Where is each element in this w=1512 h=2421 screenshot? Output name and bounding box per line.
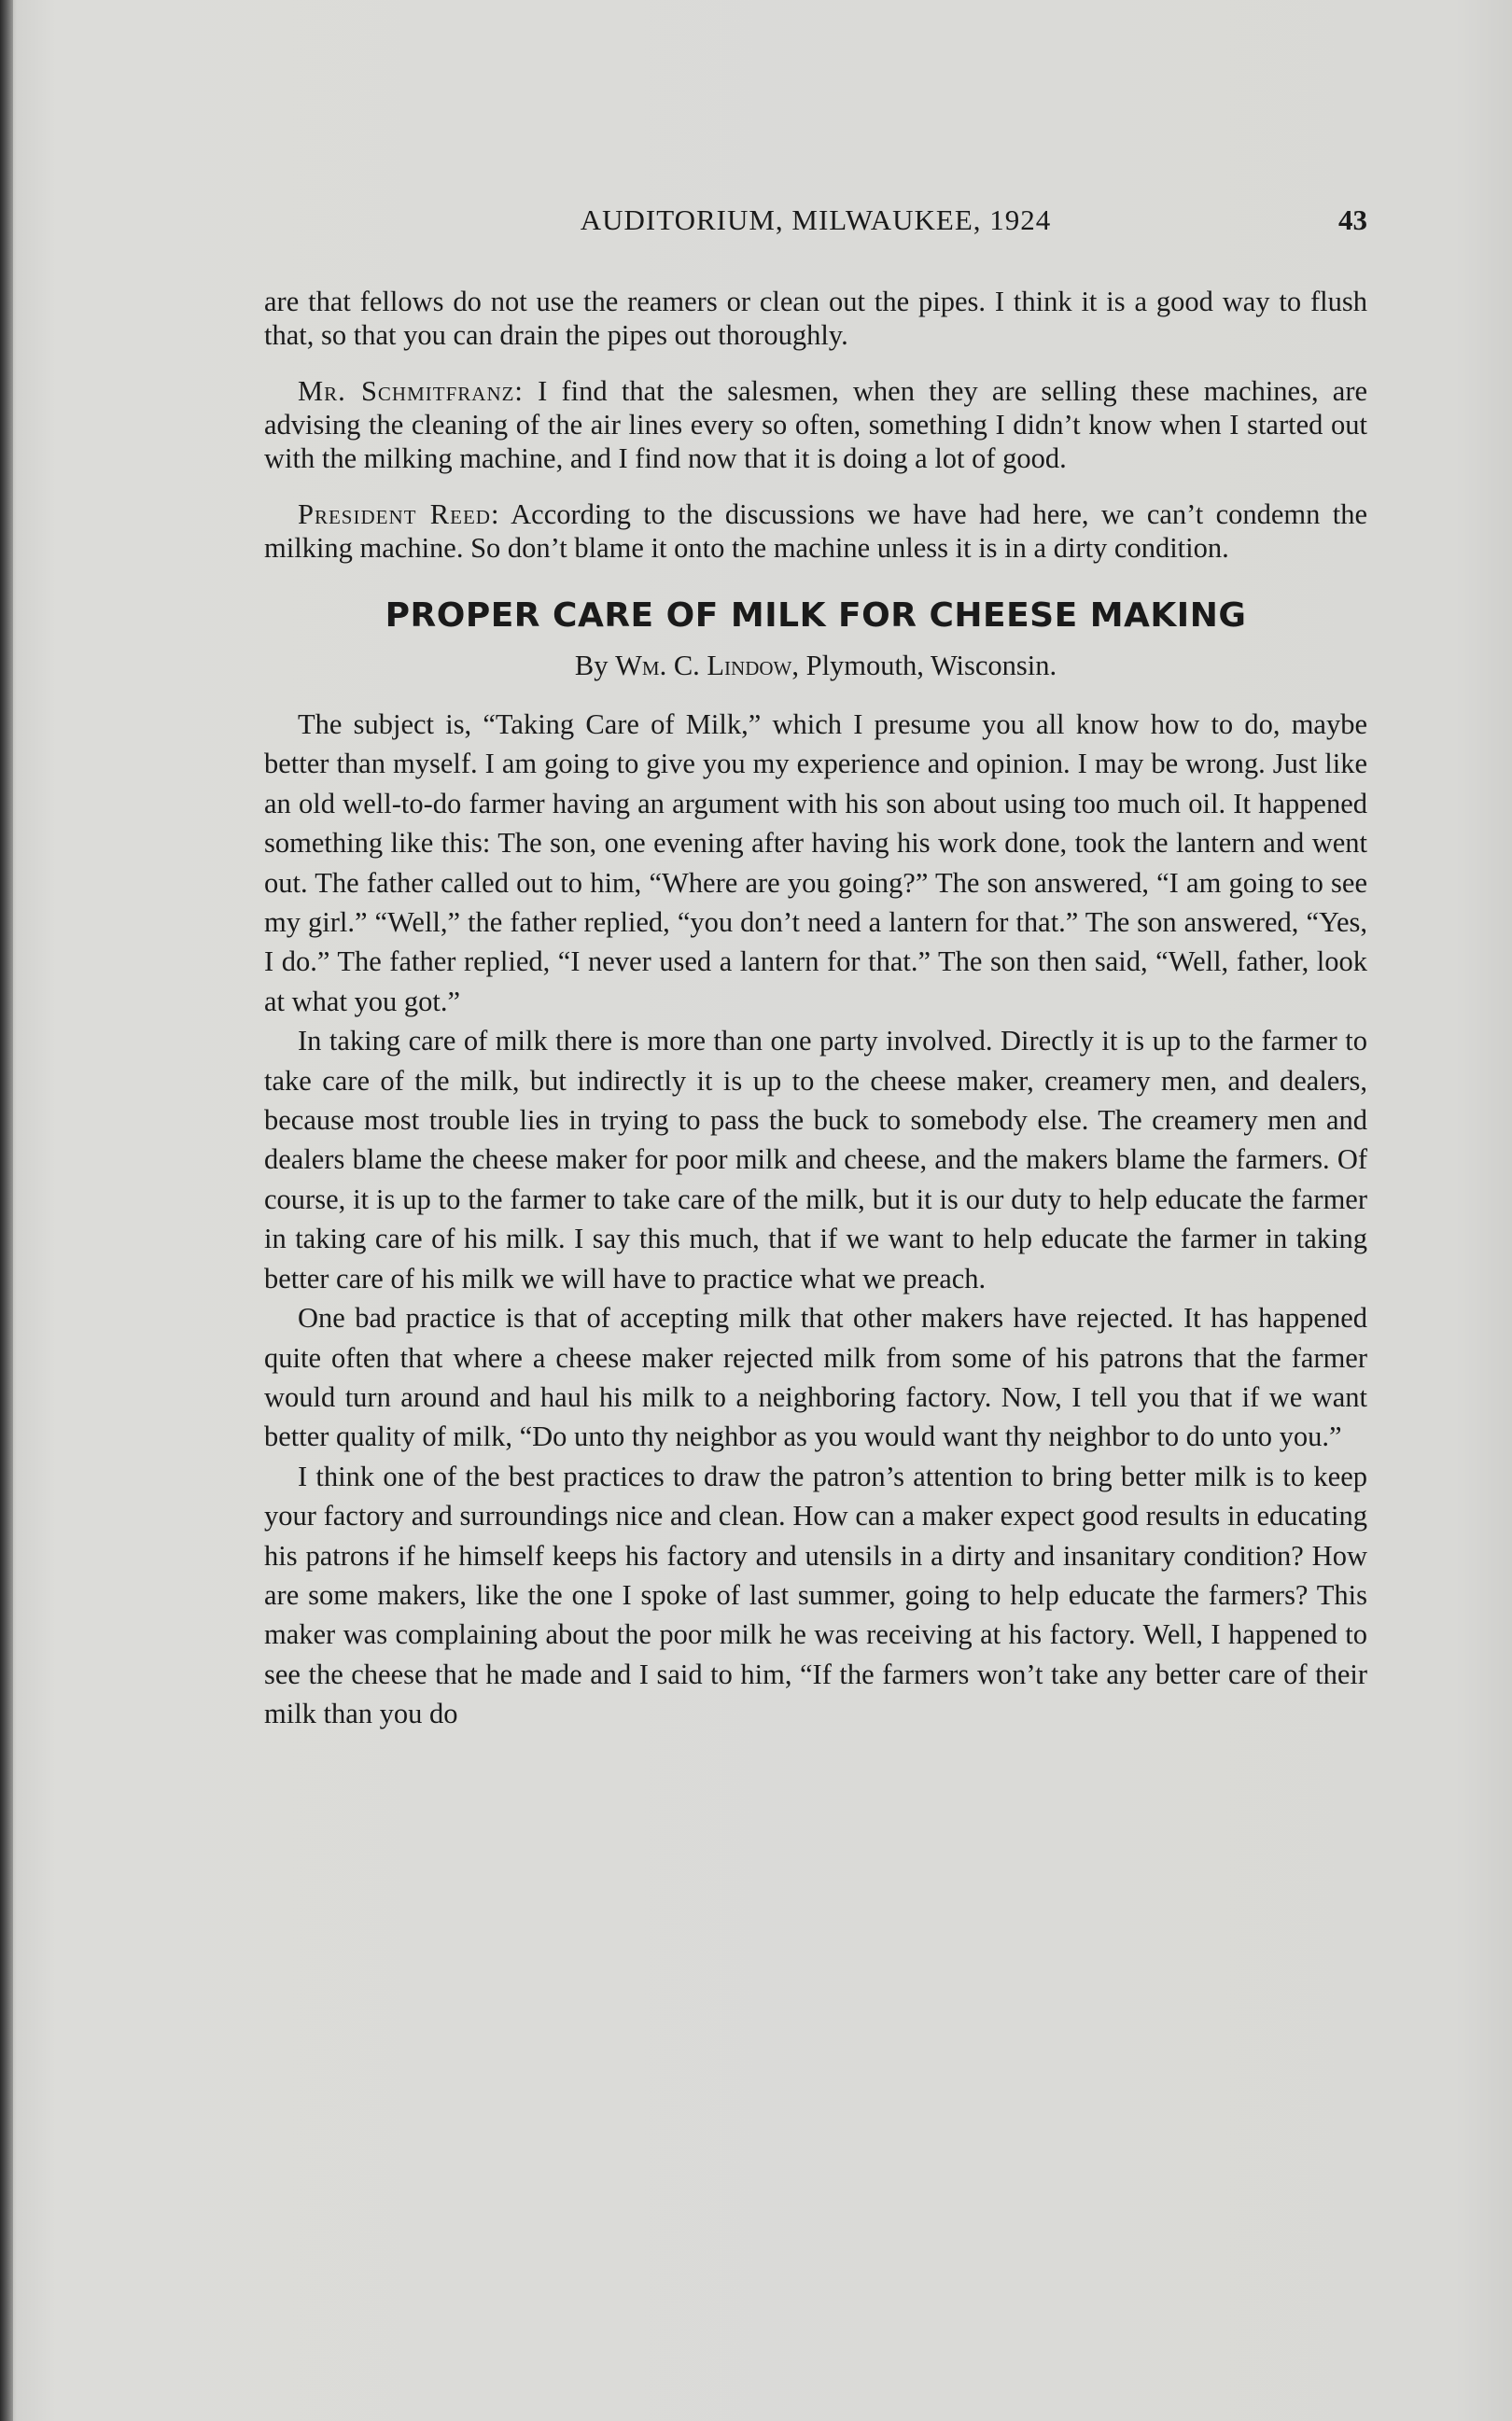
discussion-text: are that fellows do not use the reamers or clean out the pipes. I think it is a good way to flush that, so that you can drain the pipes out thoroughly. bbox=[264, 286, 1367, 351]
discussion-text: According to the discussions we have had here, we can’t condemn the milking machine. So don’t blame it onto the machine unless it is in a dirty condition. bbox=[264, 498, 1367, 564]
article-paragraph: The subject is, “Taking Care of Milk,” which I presume you all know how to do, maybe better than myself. I am going to give you my experience and opinion. I may be wrong. Just like an old well-to-do farmer having an argument with his son about using too much oil. It happened something like this: The son, one evening after having his work done, took the lantern and went out. The father called out to him, “Where are you going?” The son answered, “I am going to see my girl.” “Well,” the father replied, “you don’t need a lantern for that.” The son answered, “Yes, I do.” The father replied, “I never used a lantern for that.” The son then said, “Well, father, look at what you got.” bbox=[264, 708, 1367, 1017]
article-paragraph: In taking care of milk there is more than one party involved. Directly it is up to the farmer to take care of the milk, but indirectly it is up to the cheese maker, creamery men, and dealers, because most trouble lies in trying to pass the buck to somebody else. The creamery men and dealers blame the cheese maker for poor milk and cheese, and the makers blame the farmers. Of course, it is up to the farmer to take care of the milk, but it is our duty to help educate the farmer in taking care of his milk. I say this much, that if we want to help educate the farmer in taking better care of his milk we will have to practice what we preach. bbox=[264, 1025, 1367, 1294]
running-title: AUDITORIUM, MILWAUKEE, 1924 bbox=[580, 203, 1052, 236]
author-name: Wm. C. Lindow bbox=[615, 650, 792, 681]
page-content bbox=[264, 285, 1367, 1734]
running-head bbox=[264, 203, 1367, 250]
byline-prefix: By bbox=[574, 650, 609, 681]
discussion-paragraph bbox=[264, 285, 1367, 352]
discussion-paragraph bbox=[264, 497, 1367, 565]
article-paragraph: I think one of the best practices to draw the patron’s attention to bring better milk is to keep your factory and surroundings nice and clean. How can a maker expect good results in educating his patrons if he himself keeps his factory and utensils in a dirty and insanitary condition? How are some makers, like the one I spoke of last summer, going to help educate the farmers? This maker was complaining about the poor milk he was receiving at his factory. Well, I happened to see the cheese that he made and I said to him, “If the farmers won’t take any better care of their milk than you do bbox=[264, 1460, 1367, 1730]
binding-edge bbox=[0, 0, 13, 2421]
article-byline bbox=[264, 650, 1367, 682]
page-number: 43 bbox=[1338, 203, 1367, 236]
article-body bbox=[264, 705, 1367, 1734]
byline-location: , Plymouth, Wisconsin. bbox=[791, 650, 1057, 681]
discussion-text: I find that the salesmen, when they are selling these machines, are advising the cleaning of the air lines every so often, something I didn’t know when I started out with the milking machine, and I find now that it is doing a lot of good. bbox=[264, 375, 1368, 474]
speaker-name: Mr. Schmitfranz: bbox=[298, 375, 524, 407]
article-paragraph: One bad practice is that of accepting milk that other makers have rejected. It has happened quite often that where a cheese maker rejected milk from some of his patrons that the farmer would turn around and haul his milk to a neighboring factory. Now, I tell you that if we want better quality of milk, “Do unto thy neighbor as you would want thy neighbor to do unto you.” bbox=[264, 1302, 1367, 1453]
discussion-paragraph bbox=[264, 374, 1367, 475]
article-title: PROPER CARE OF MILK FOR CHEESE MAKING bbox=[385, 596, 1247, 635]
speaker-name: President Reed: bbox=[298, 498, 500, 530]
